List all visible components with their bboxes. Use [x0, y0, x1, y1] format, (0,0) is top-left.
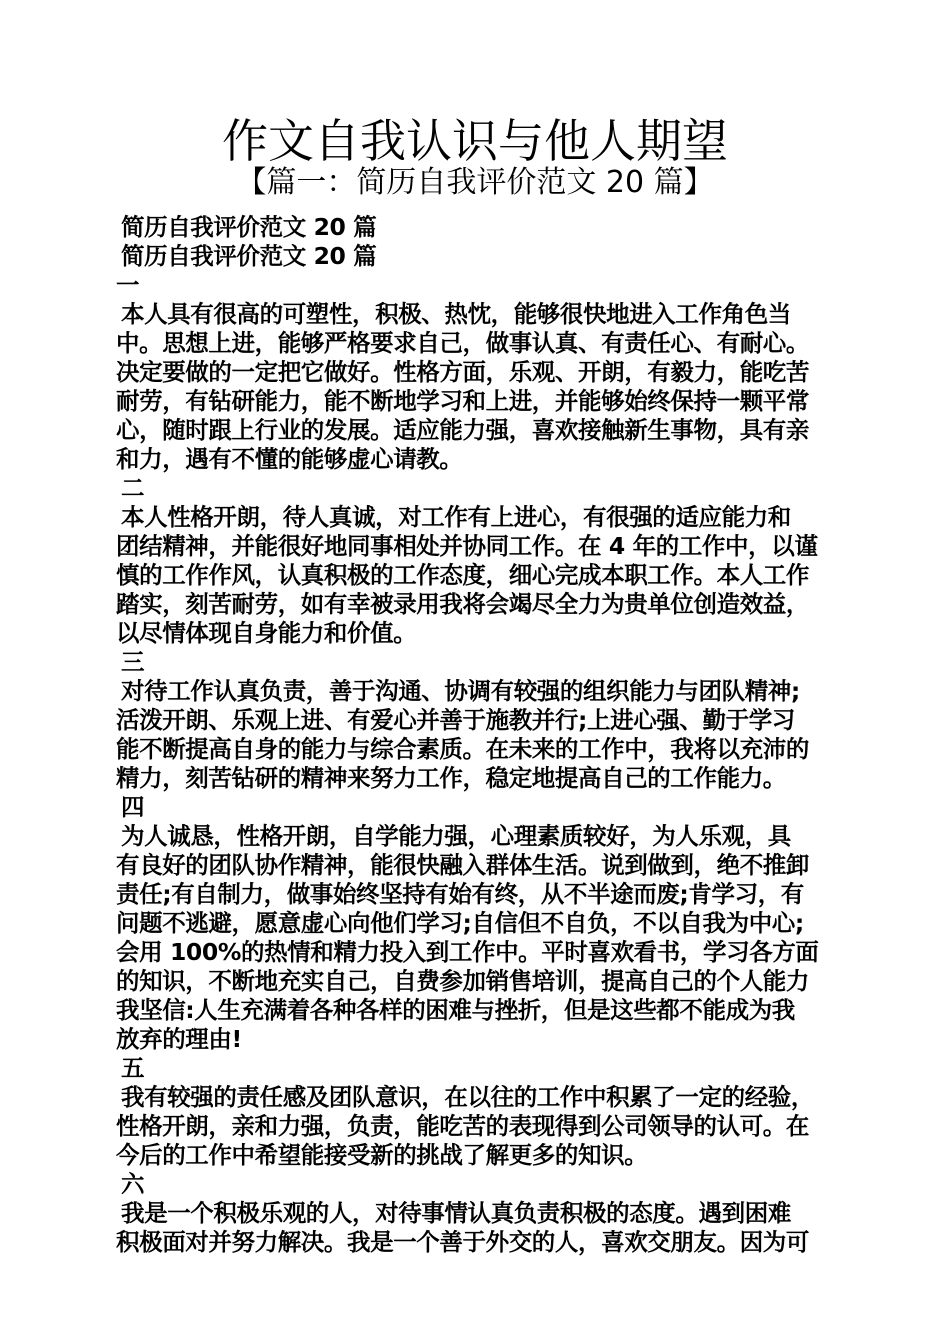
text-line: 性格开朗，亲和力强，负责，能吃苦的表现得到公司领导的认可。在: [116, 1112, 809, 1140]
text-line: 心，随时跟上行业的发展。适应能力强，喜欢接触新生事物，具有亲: [116, 416, 809, 444]
text-line: 四: [121, 793, 145, 821]
text-line: 中。思想上进，能够严格要求自己，做事认真、有责任心、有耐心。: [116, 329, 809, 357]
text-line: 五: [121, 1054, 145, 1082]
text-line: 放弃的理由!: [116, 1025, 242, 1053]
text-line: 今后的工作中希望能接受新的挑战了解更多的知识。: [116, 1141, 648, 1169]
document-body: [116, 213, 838, 1257]
text-line: 六: [121, 1170, 145, 1198]
text-line: 本人具有很高的可塑性，积极、热忱，能够很快地进入工作角色当: [121, 300, 791, 328]
text-line: 会用 100%的热情和精力投入到工作中。平时喜欢看书，学习各方面: [116, 938, 819, 966]
text-line: 责任;有自制力，做事始终坚持有始有终，从不半途而废;肯学习，有: [116, 880, 804, 908]
text-line: 为人诚恳，性格开朗，自学能力强，心理素质较好，为人乐观，具: [121, 822, 791, 850]
text-line: 活泼开朗、乐观上进、有爱心并善于施教并行;上进心强、勤于学习: [116, 706, 795, 734]
text-line: 二: [121, 474, 145, 502]
text-line: 我有较强的责任感及团队意识，在以往的工作中积累了一定的经验，: [121, 1083, 814, 1111]
text-line: 耐劳，有钻研能力，能不断地学习和上进，并能够始终保持一颗平常: [116, 387, 809, 415]
text-line: 积极面对并努力解决。我是一个善于外交的人，喜欢交朋友。因为可: [116, 1228, 809, 1256]
text-line: 能不断提高自身的能力与综合素质。在未来的工作中，我将以充沛的: [116, 735, 809, 763]
text-line: 决定要做的一定把它做好。性格方面，乐观、开朗，有毅力，能吃苦: [116, 358, 809, 386]
document-title: 作文自我认识与他人期望: [222, 114, 728, 168]
document-subtitle: 【篇一：简历自我评价范文 20 篇】: [236, 165, 714, 200]
text-line: 一: [116, 271, 140, 299]
text-line: 团结精神，并能很好地同事相处并协同工作。在 4 年的工作中，以谨: [116, 532, 818, 560]
text-line: 我坚信:人生充满着各种各样的困难与挫折，但是这些都不能成为我: [116, 996, 795, 1024]
text-line: 以尽情体现自身能力和价值。: [116, 619, 417, 647]
text-line: 我是一个积极乐观的人，对待事情认真负责积极的态度。遇到困难: [121, 1199, 791, 1227]
text-line: 和力，遇有不懂的能够虚心请教。: [116, 445, 463, 473]
text-line: 对待工作认真负责，善于沟通、协调有较强的组织能力与团队精神;: [121, 677, 800, 705]
text-line: 简历自我评价范文 20 篇: [121, 242, 377, 270]
text-line: 有良好的团队协作精神，能很快融入群体生活。说到做到，绝不推卸: [116, 851, 809, 879]
text-line: 的知识，不断地充实自己，自费参加销售培训，提高自己的个人能力: [116, 967, 809, 995]
text-line: 踏实，刻苦耐劳，如有幸被录用我将会竭尽全力为贵单位创造效益，: [116, 590, 809, 618]
text-line: 本人性格开朗，待人真诚，对工作有上进心，有很强的适应能力和: [121, 503, 791, 531]
text-line: 慎的工作作风，认真积极的工作态度，细心完成本职工作。本人工作: [116, 561, 809, 589]
text-line: 三: [121, 648, 145, 676]
text-line: 精力，刻苦钻研的精神来努力工作，稳定地提高自己的工作能力。: [116, 764, 786, 792]
text-line: 问题不逃避，愿意虚心向他们学习;自信但不自负，不以自我为中心;: [116, 909, 804, 937]
text-line: 简历自我评价范文 20 篇: [121, 213, 377, 241]
